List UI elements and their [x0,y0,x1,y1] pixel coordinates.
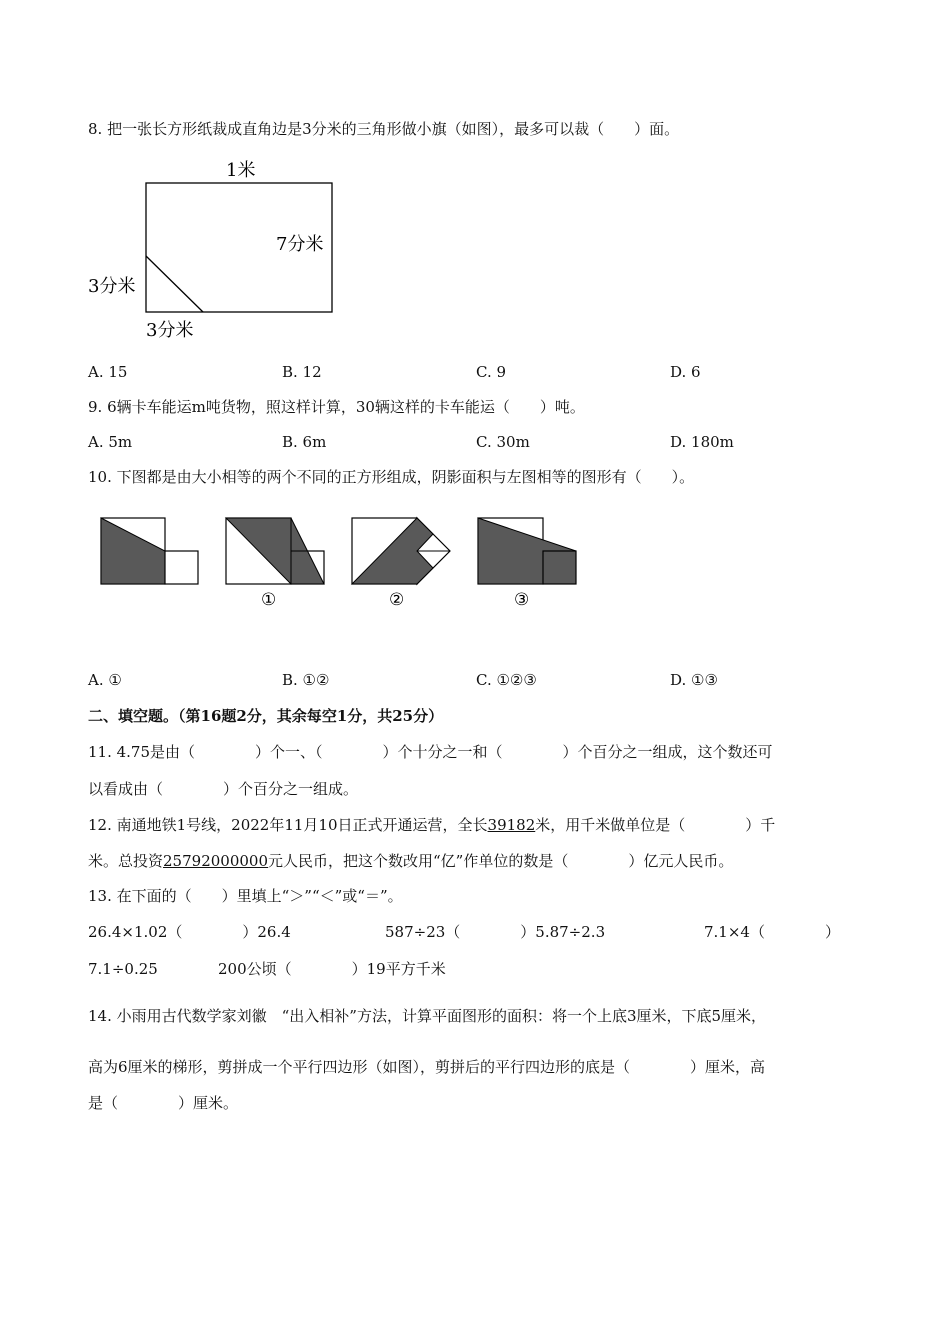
fig-label-2: ② [389,590,405,610]
q13-compare-3-end: 7.1÷0.25 [88,960,158,978]
fig-label-1: ① [261,590,277,610]
q12-l2b: 元人民币，把这个数改用“亿”作单位的数是（ ）亿元人民币。 [268,852,734,870]
q13-compare-1: 26.4×1.02（ ）26.4 [88,923,291,941]
fig-label-right: 7分米 [276,234,324,255]
q8-option-a: A. 15 [88,363,128,381]
q12-l1b: 米，用千米做单位是（ ）千 [535,816,776,834]
q13-text: 13. 在下面的（ ）里填上“＞”“＜”或“＝”。 [88,887,403,905]
q8-option-c: C. 9 [476,363,507,381]
q12-l2a: 米。总投资 [88,852,164,870]
q12-line2 [88,851,733,871]
fig-label-top: 1米 [226,160,256,181]
q12-l1a: 12. 南通地铁1号线，2022年11月10日正式开通运营，全长 [88,816,488,834]
q8-option-d: D. 6 [670,363,701,381]
q9-option-b: B. 6m [282,433,327,451]
q12-line1 [88,815,775,835]
q11-line1: 11. 4.75是由（ ）个一、（ ）个十分之一和（ ）个百分之一组成，这个数还可 [88,743,773,761]
reference-figure [101,518,198,584]
q14-line3: 是（ ）厘米。 [88,1094,239,1112]
fig-label-bottom: 3分米 [146,320,194,341]
q9-option-d: D. 180m [670,433,734,451]
q9-text: 9. 6辆卡车能运m吨货物，照这样计算，30辆这样的卡车能运（ ）吨。 [88,398,585,416]
q9-option-c: C. 30m [476,433,530,451]
q9-option-a: A. 5m [88,433,133,451]
q14-line2: 高为6厘米的梯形，剪拼成一个平行四边形（如图），剪拼后的平行四边形的底是（ ）厘米，高 [88,1058,766,1076]
q12-investment-value: 25792000000 [163,852,268,870]
fig-label-3: ③ [514,590,530,610]
q10-text: 10. 下图都是由大小相等的两个不同的正方形组成，阴影面积与左图相等的图形有（ ）。 [88,468,695,486]
q8-text: 8. 把一张长方形纸裁成直角边是3分米的三角形做小旗（如图），最多可以裁（ ）面。 [88,120,680,138]
q13-compare-3: 7.1×4（ ） [704,923,840,941]
figure-3 [478,518,576,584]
q10-option-d: D. ①③ [670,671,718,689]
q10-option-c: C. ①②③ [476,671,537,689]
figure-1 [226,518,324,584]
q13-compare-2: 587÷23（ ）5.87÷2.3 [385,923,606,941]
q14-line1: 14. 小雨用古代数学家刘徽 “出入相补”方法，计算平面图形的面积：将一个上底3厘米，下底5厘米， [88,1007,767,1025]
flag-triangle-hypotenuse [146,256,203,312]
figure-2 [352,518,450,584]
q8-option-b: B. 12 [282,363,322,381]
q11-line2: 以看成由（ ）个百分之一组成。 [88,780,359,798]
q12-length-value: 39182 [487,816,536,834]
q13-compare-4: 200公顷（ ）19平方千米 [218,960,446,978]
q10-option-b: B. ①② [282,671,330,689]
q10-figures [95,512,585,612]
q8-figure [80,152,360,347]
q10-option-a: A. ① [88,671,122,689]
section-title: 二、填空题。（第16题2分，其余每空1分，共25分） [88,707,444,725]
fig-label-left: 3分米 [88,276,136,297]
